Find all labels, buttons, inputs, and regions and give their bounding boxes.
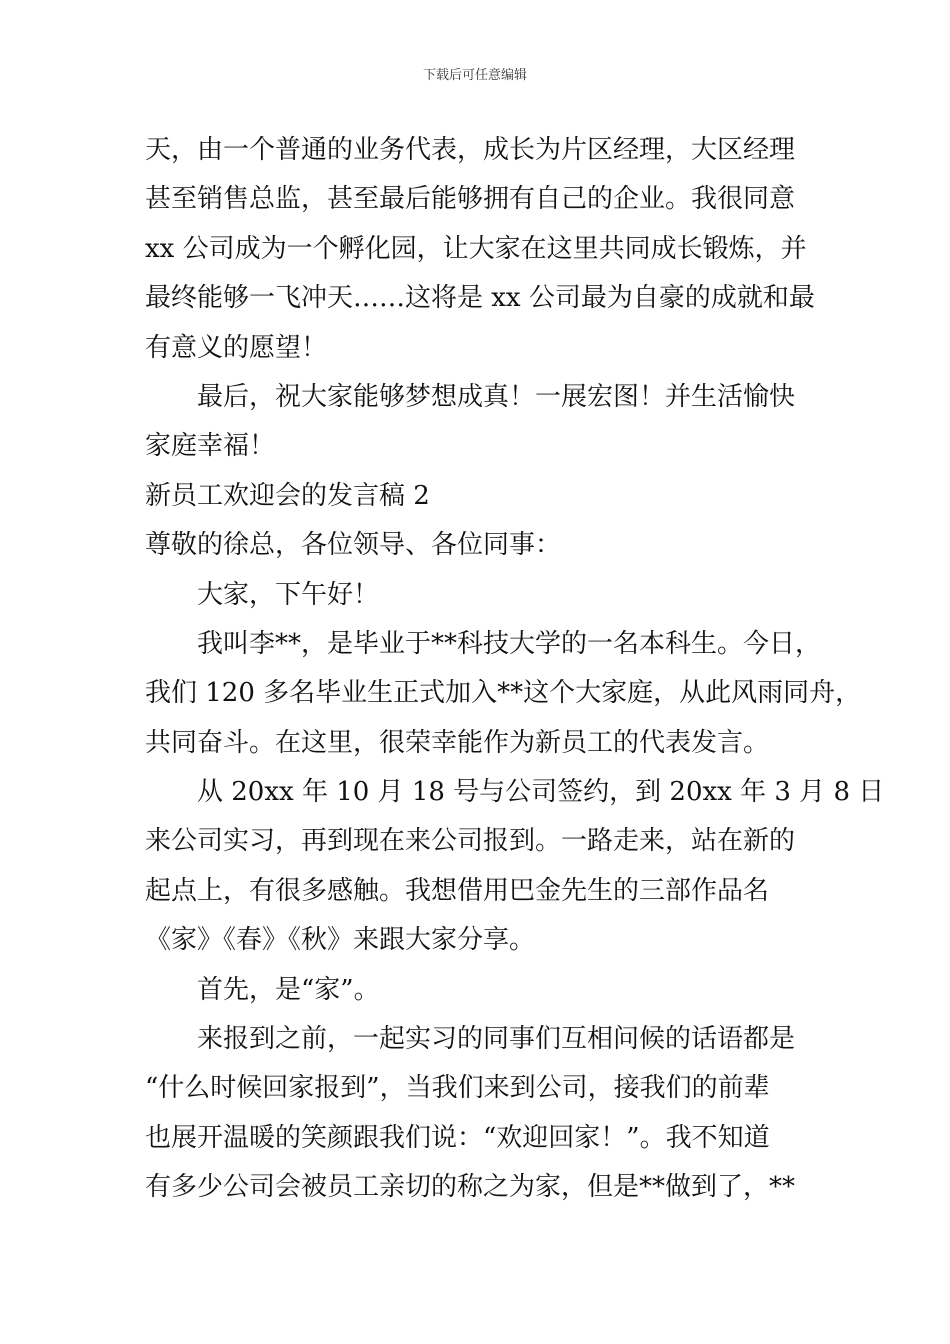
text-line: 我叫李**，是毕业于**科技大学的一名本科生。今日，	[197, 628, 822, 659]
text-line: 《家》《春》《秋》来跟大家分享。	[145, 925, 536, 956]
text-line: 从 20xx 年 10 月 18 号与公司签约，到 20xx 年 3 月 8 日	[197, 777, 885, 808]
text-line: 有意义的愿望！	[145, 332, 328, 363]
text-line: 甚至销售总监，甚至最后能够拥有自己的企业。我很同意	[145, 184, 796, 215]
page-header: 下载后可任意编辑	[422, 68, 527, 83]
text-line: “什么时候回家报到”，当我们来到公司，接我们的前辈	[145, 1073, 770, 1104]
text-line: 首先，是“家”。	[197, 974, 380, 1005]
section-title: 新员工欢迎会的发言稿 2	[145, 480, 430, 511]
text-line: 起点上，有很多感触。我想借用巴金先生的三部作品名	[145, 875, 770, 906]
text-line: 我们 120 多名毕业生正式加入**这个大家庭，从此风雨同舟，	[145, 678, 862, 709]
text-line: 来公司实习，再到现在来公司报到。一路走来，站在新的	[145, 826, 796, 857]
text-line: 共同奋斗。在这里，很荣幸能作为新员工的代表发言。	[145, 727, 770, 758]
greeting: 大家，下午好！	[197, 579, 380, 610]
document-body	[145, 126, 885, 1213]
text-line: 最后，祝大家能够梦想成真！一展宏图！并生活愉快	[197, 381, 796, 412]
text-line: 来报到之前，一起实习的同事们互相问候的话语都是	[197, 1024, 796, 1055]
text-line: 家庭幸福！	[145, 431, 276, 462]
text-line: 最终能够一飞冲天……这将是 xx 公司最为自豪的成就和最	[145, 283, 815, 314]
text-line: 有多少公司会被员工亲切的称之为家，但是**做到了，**	[145, 1172, 796, 1203]
text-line: 天，由一个普通的业务代表，成长为片区经理，大区经理	[145, 135, 796, 165]
salutation: 尊敬的徐总，各位领导、各位同事：	[145, 530, 562, 561]
text-line: 也展开温暖的笑颜跟我们说：“欢迎回家！”。我不知道	[145, 1122, 770, 1153]
text-line: xx 公司成为一个孵化园，让大家在这里共同成长锻炼，并	[145, 233, 807, 264]
